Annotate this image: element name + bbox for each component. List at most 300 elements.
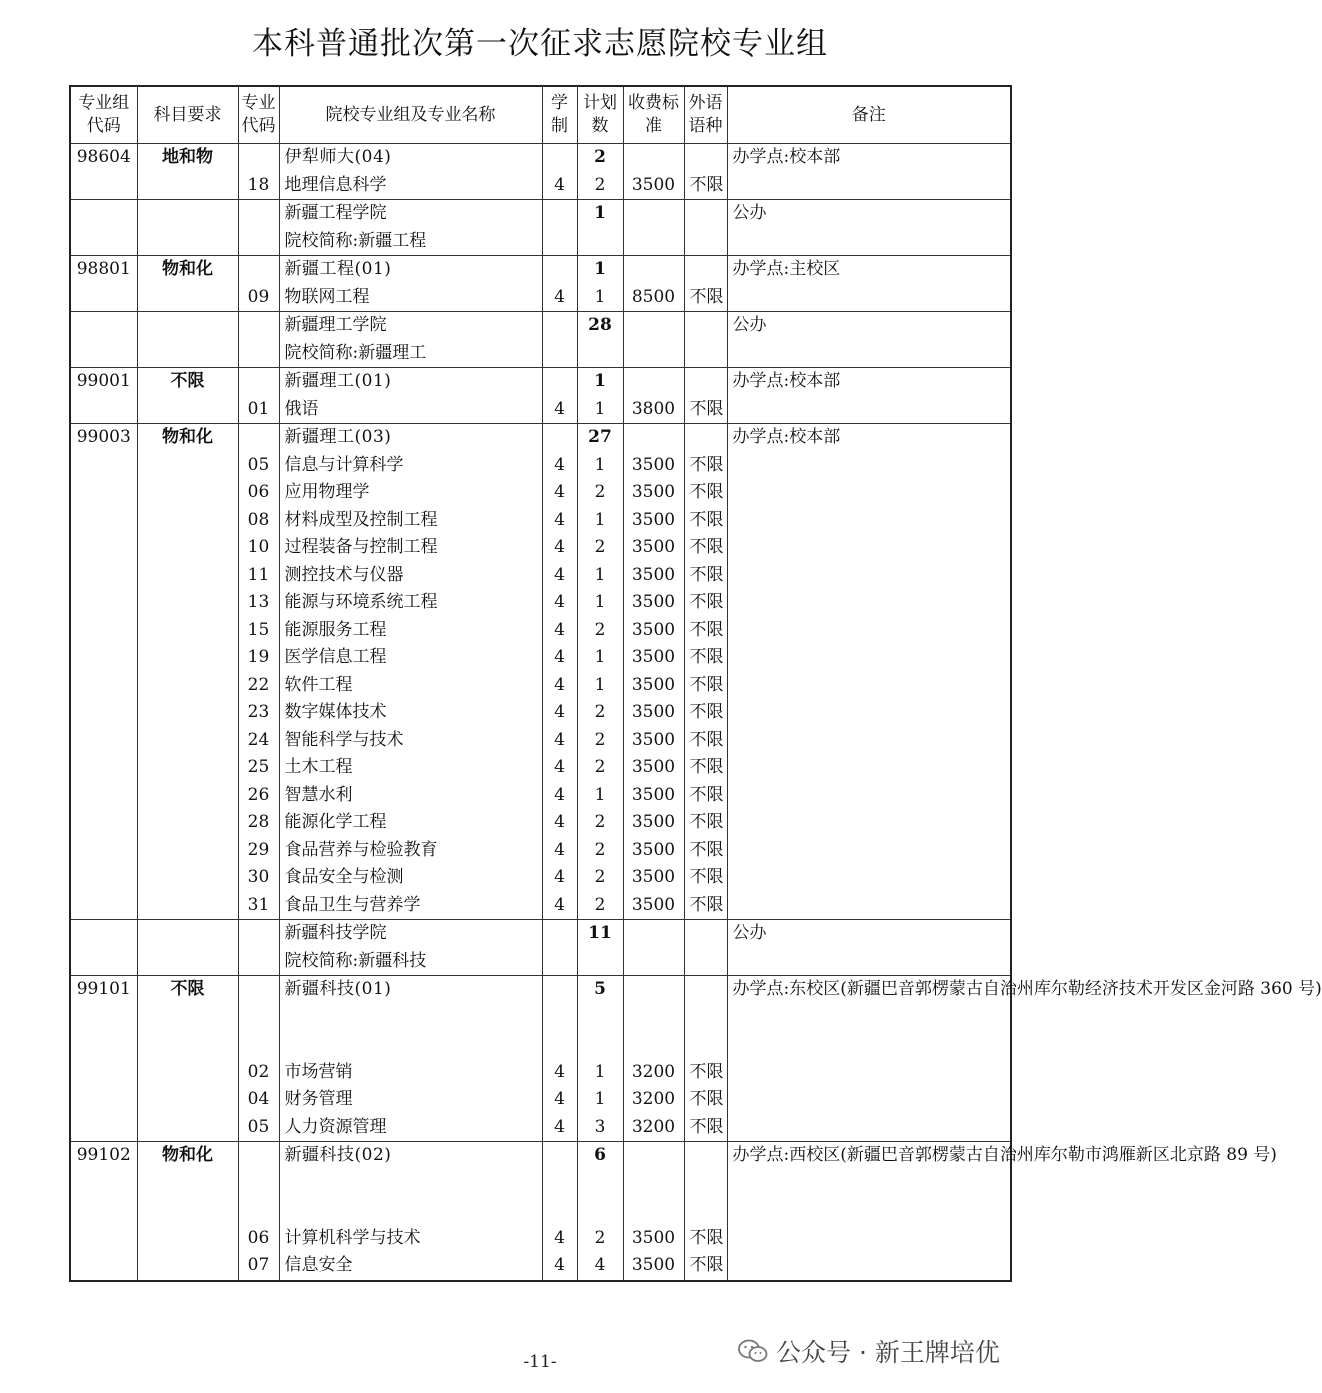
cell-empty [623, 1197, 684, 1225]
cell-plan: 3 [577, 1114, 623, 1142]
cell-length: 4 [542, 782, 577, 810]
group-row [70, 256, 1011, 284]
cell-subject [137, 479, 238, 507]
cell-length: 4 [542, 644, 577, 672]
cell-major-code: 24 [238, 727, 279, 755]
cell-language [684, 976, 727, 1004]
cell-subject [137, 892, 238, 920]
cell-length: 4 [542, 809, 577, 837]
major-row [70, 837, 1011, 865]
cell-group-code [70, 452, 137, 480]
cell-fee: 3500 [623, 699, 684, 727]
cell-note [727, 892, 1011, 920]
cell-empty [279, 1031, 542, 1059]
cell-name: 新疆科技学院 [279, 920, 542, 948]
cell-subject: 不限 [137, 976, 238, 1004]
cell-name: 过程装备与控制工程 [279, 534, 542, 562]
cell-language: 不限 [684, 1059, 727, 1087]
cell-language: 不限 [684, 507, 727, 535]
cell-note [727, 589, 1011, 617]
school-row [70, 340, 1011, 368]
cell-group-code [70, 892, 137, 920]
cell-plan: 2 [577, 172, 623, 200]
cell-empty [623, 1170, 684, 1198]
cell-empty [279, 1197, 542, 1225]
cell-subject [137, 562, 238, 590]
cell-fee: 3500 [623, 479, 684, 507]
cell-group-code [70, 699, 137, 727]
cell-group-code [70, 562, 137, 590]
cell-length [542, 920, 577, 948]
cell-subject [137, 672, 238, 700]
cell-major-code: 18 [238, 172, 279, 200]
cell-language: 不限 [684, 562, 727, 590]
cell-major-code: 05 [238, 452, 279, 480]
major-row [70, 864, 1011, 892]
cell-empty [137, 1004, 238, 1032]
major-row [70, 754, 1011, 782]
cell-empty [542, 1004, 577, 1032]
cell-length [542, 200, 577, 228]
cell-note [727, 782, 1011, 810]
cell-plan [577, 340, 623, 368]
cell-subject [137, 340, 238, 368]
cell-plan: 27 [577, 424, 623, 452]
cell-length [542, 1142, 577, 1170]
major-row [70, 589, 1011, 617]
cell-name: 计算机科学与技术 [279, 1225, 542, 1253]
cell-note [727, 727, 1011, 755]
cell-plan: 2 [577, 727, 623, 755]
cell-subject [137, 507, 238, 535]
cell-length: 4 [542, 892, 577, 920]
cell-language: 不限 [684, 284, 727, 312]
cell-plan: 28 [577, 312, 623, 340]
cell-language: 不限 [684, 699, 727, 727]
cell-length: 4 [542, 754, 577, 782]
cell-name: 信息安全 [279, 1252, 542, 1281]
cell-group-code [70, 837, 137, 865]
cell-name: 人力资源管理 [279, 1114, 542, 1142]
cell-plan: 11 [577, 920, 623, 948]
cell-language: 不限 [684, 809, 727, 837]
cell-language [684, 144, 727, 172]
cell-fee: 3500 [623, 562, 684, 590]
cell-fee: 3500 [623, 782, 684, 810]
cell-note [727, 172, 1011, 200]
cell-major-code: 29 [238, 837, 279, 865]
cell-subject [137, 809, 238, 837]
cell-major-code [238, 340, 279, 368]
cell-subject [137, 228, 238, 256]
cell-group-code [70, 672, 137, 700]
school-row [70, 920, 1011, 948]
cell-plan: 2 [577, 864, 623, 892]
cell-empty [577, 1170, 623, 1198]
cell-name: 能源化学工程 [279, 809, 542, 837]
admission-table [69, 85, 1322, 1282]
cell-name: 材料成型及控制工程 [279, 507, 542, 535]
cell-name: 新疆科技(02) [279, 1142, 542, 1170]
cell-name: 俄语 [279, 396, 542, 424]
cell-note [727, 672, 1011, 700]
cell-major-code: 11 [238, 562, 279, 590]
cell-subject [137, 534, 238, 562]
cell-major-code [238, 948, 279, 976]
major-row [70, 809, 1011, 837]
cell-major-code: 01 [238, 396, 279, 424]
cell-major-code [238, 256, 279, 284]
major-row [70, 534, 1011, 562]
cell-empty [577, 1197, 623, 1225]
cell-name: 食品安全与检测 [279, 864, 542, 892]
cell-subject [137, 948, 238, 976]
cell-major-code: 22 [238, 672, 279, 700]
major-row [70, 562, 1011, 590]
cell-plan: 1 [577, 644, 623, 672]
cell-language: 不限 [684, 837, 727, 865]
cell-empty [238, 1197, 279, 1225]
cell-fee: 8500 [623, 284, 684, 312]
cell-note [727, 562, 1011, 590]
cell-subject [137, 1114, 238, 1142]
cell-length: 4 [542, 479, 577, 507]
cell-fee: 3500 [623, 172, 684, 200]
cell-subject [137, 452, 238, 480]
cell-length [542, 948, 577, 976]
cell-name: 新疆科技(01) [279, 976, 542, 1004]
cell-subject [137, 172, 238, 200]
cell-length: 4 [542, 284, 577, 312]
cell-length: 4 [542, 562, 577, 590]
cell-length: 4 [542, 1225, 577, 1253]
cell-fee [623, 920, 684, 948]
cell-name: 新疆工程学院 [279, 200, 542, 228]
cell-major-code [238, 228, 279, 256]
cell-plan [577, 228, 623, 256]
major-row [70, 892, 1011, 920]
cell-name: 伊犁师大(04) [279, 144, 542, 172]
page-title: 本科普通批次第一次征求志愿院校专业组 [252, 26, 828, 62]
cell-fee: 3200 [623, 1086, 684, 1114]
cell-major-code: 26 [238, 782, 279, 810]
cell-note [727, 534, 1011, 562]
cell-fee [623, 340, 684, 368]
cell-note [727, 809, 1011, 837]
cell-fee: 3500 [623, 589, 684, 617]
major-row [70, 396, 1011, 424]
cell-plan: 5 [577, 976, 623, 1004]
cell-plan: 2 [577, 809, 623, 837]
cell-group-code: 99003 [70, 424, 137, 452]
brand-watermark [738, 1331, 1000, 1371]
cell-fee [623, 228, 684, 256]
cell-group-code [70, 644, 137, 672]
cell-note [727, 284, 1011, 312]
cell-plan: 2 [577, 534, 623, 562]
cell-subject [137, 920, 238, 948]
major-row [70, 507, 1011, 535]
cell-empty [70, 1031, 137, 1059]
cell-language: 不限 [684, 396, 727, 424]
page-number: -11- [523, 1352, 557, 1372]
cell-subject [137, 1225, 238, 1253]
header-fee: 收费标准 [623, 86, 684, 144]
header-subject: 科目要求 [137, 86, 238, 144]
cell-name: 院校简称:新疆科技 [279, 948, 542, 976]
cell-major-code: 25 [238, 754, 279, 782]
cell-language [684, 228, 727, 256]
cell-note [727, 754, 1011, 782]
cell-language: 不限 [684, 1114, 727, 1142]
cell-language [684, 312, 727, 340]
cell-empty [238, 1004, 279, 1032]
cell-note [727, 864, 1011, 892]
cell-plan: 1 [577, 1086, 623, 1114]
cell-fee: 3500 [623, 727, 684, 755]
cell-plan: 1 [577, 782, 623, 810]
cell-plan: 2 [577, 699, 623, 727]
cell-subject [137, 284, 238, 312]
cell-group-code [70, 1252, 137, 1281]
cell-group-code [70, 948, 137, 976]
cell-major-code [238, 368, 279, 396]
cell-major-code: 08 [238, 507, 279, 535]
cell-plan: 4 [577, 1252, 623, 1281]
cell-empty [542, 1170, 577, 1198]
cell-subject [137, 1252, 238, 1281]
cell-length [542, 312, 577, 340]
cell-subject [137, 644, 238, 672]
cell-plan: 1 [577, 589, 623, 617]
cell-fee: 3500 [623, 507, 684, 535]
cell-subject [137, 617, 238, 645]
cell-length: 4 [542, 672, 577, 700]
cell-group-code [70, 172, 137, 200]
cell-name: 新疆理工学院 [279, 312, 542, 340]
cell-subject [137, 396, 238, 424]
cell-plan: 1 [577, 256, 623, 284]
cell-fee: 3500 [623, 672, 684, 700]
group-row [70, 1142, 1011, 1170]
cell-language: 不限 [684, 864, 727, 892]
cell-name: 数字媒体技术 [279, 699, 542, 727]
cell-major-code: 04 [238, 1086, 279, 1114]
cell-major-code: 05 [238, 1114, 279, 1142]
cell-major-code [238, 920, 279, 948]
cell-empty [70, 1170, 137, 1198]
cell-name: 医学信息工程 [279, 644, 542, 672]
cell-empty [684, 1004, 727, 1032]
cell-major-code: 23 [238, 699, 279, 727]
table-header-row [70, 86, 1011, 144]
cell-plan: 1 [577, 452, 623, 480]
cell-plan: 1 [577, 1059, 623, 1087]
cell-group-code [70, 864, 137, 892]
cell-length: 4 [542, 172, 577, 200]
cell-name: 软件工程 [279, 672, 542, 700]
cell-language: 不限 [684, 452, 727, 480]
cell-length: 4 [542, 699, 577, 727]
cell-name: 新疆理工(01) [279, 368, 542, 396]
cell-length [542, 976, 577, 1004]
major-row [70, 284, 1011, 312]
cell-group-code: 99102 [70, 1142, 137, 1170]
cell-name: 院校简称:新疆理工 [279, 340, 542, 368]
cell-language [684, 948, 727, 976]
cell-language: 不限 [684, 1225, 727, 1253]
cell-plan: 1 [577, 396, 623, 424]
cell-name: 新疆工程(01) [279, 256, 542, 284]
cell-language [684, 200, 727, 228]
major-row [70, 699, 1011, 727]
group-row [70, 144, 1011, 172]
cell-subject: 物和化 [137, 424, 238, 452]
cell-plan: 2 [577, 1225, 623, 1253]
cell-subject [137, 699, 238, 727]
cell-fee: 3500 [623, 1225, 684, 1253]
cell-length: 4 [542, 534, 577, 562]
major-row [70, 782, 1011, 810]
cell-note: 办学点:校本部 [727, 144, 1011, 172]
cell-note: 公办 [727, 920, 1011, 948]
cell-empty [684, 1170, 727, 1198]
cell-note [727, 617, 1011, 645]
header-name: 院校专业组及专业名称 [279, 86, 542, 144]
cell-empty [137, 1170, 238, 1198]
cell-plan [577, 948, 623, 976]
cell-major-code: 31 [238, 892, 279, 920]
cell-length: 4 [542, 507, 577, 535]
cell-plan: 2 [577, 144, 623, 172]
cell-subject [137, 782, 238, 810]
cell-name: 物联网工程 [279, 284, 542, 312]
cell-language: 不限 [684, 589, 727, 617]
header-language: 外语语种 [684, 86, 727, 144]
cell-subject [137, 1086, 238, 1114]
cell-group-code [70, 479, 137, 507]
cell-language: 不限 [684, 727, 727, 755]
cell-language: 不限 [684, 534, 727, 562]
cell-subject: 物和化 [137, 1142, 238, 1170]
school-row [70, 228, 1011, 256]
cell-empty [279, 1170, 542, 1198]
cell-plan: 2 [577, 837, 623, 865]
cell-group-code [70, 200, 137, 228]
cell-fee [623, 368, 684, 396]
cell-empty [684, 1197, 727, 1225]
cell-name: 食品卫生与营养学 [279, 892, 542, 920]
cell-major-code: 02 [238, 1059, 279, 1087]
cell-subject [137, 837, 238, 865]
cell-fee [623, 144, 684, 172]
school-row [70, 312, 1011, 340]
cell-name: 食品营养与检验教育 [279, 837, 542, 865]
cell-length: 4 [542, 1114, 577, 1142]
cell-length [542, 256, 577, 284]
cell-plan: 1 [577, 672, 623, 700]
cell-plan: 2 [577, 479, 623, 507]
cell-group-code [70, 920, 137, 948]
cell-length: 4 [542, 589, 577, 617]
cell-fee: 3200 [623, 1059, 684, 1087]
cell-major-code: 09 [238, 284, 279, 312]
cell-name: 能源服务工程 [279, 617, 542, 645]
cell-empty [623, 1004, 684, 1032]
cell-length [542, 340, 577, 368]
cell-name: 院校简称:新疆工程 [279, 228, 542, 256]
cell-name: 新疆理工(03) [279, 424, 542, 452]
cell-group-code [70, 754, 137, 782]
cell-name: 信息与计算科学 [279, 452, 542, 480]
cell-empty [70, 1004, 137, 1032]
cell-empty [577, 1004, 623, 1032]
cell-major-code: 10 [238, 534, 279, 562]
cell-length: 4 [542, 837, 577, 865]
header-group-code: 专业组代码 [70, 86, 137, 144]
cell-subject [137, 754, 238, 782]
cell-fee: 3500 [623, 864, 684, 892]
cell-note [727, 507, 1011, 535]
cell-plan: 2 [577, 754, 623, 782]
cell-length: 4 [542, 1252, 577, 1281]
cell-length: 4 [542, 617, 577, 645]
table-body [70, 144, 1322, 1281]
cell-fee: 3500 [623, 534, 684, 562]
cell-group-code [70, 1086, 137, 1114]
cell-note [727, 644, 1011, 672]
cell-note: 办学点:主校区 [727, 256, 1011, 284]
cell-language: 不限 [684, 172, 727, 200]
cell-major-code: 28 [238, 809, 279, 837]
cell-group-code [70, 589, 137, 617]
cell-major-code: 30 [238, 864, 279, 892]
cell-major-code: 06 [238, 479, 279, 507]
cell-plan: 1 [577, 200, 623, 228]
cell-empty [684, 1031, 727, 1059]
cell-major-code [238, 200, 279, 228]
cell-group-code [70, 507, 137, 535]
header-note: 备注 [727, 86, 1011, 144]
cell-plan: 1 [577, 284, 623, 312]
major-row [70, 644, 1011, 672]
cell-empty [279, 1004, 542, 1032]
cell-subject [137, 727, 238, 755]
cell-fee [623, 256, 684, 284]
cell-name: 智能科学与技术 [279, 727, 542, 755]
cell-fee [623, 976, 684, 1004]
cell-note: 办学点:校本部 [727, 424, 1011, 452]
major-row [70, 617, 1011, 645]
cell-language [684, 340, 727, 368]
cell-fee: 3500 [623, 837, 684, 865]
cell-subject [137, 200, 238, 228]
cell-major-code [238, 144, 279, 172]
cell-fee: 3200 [623, 1114, 684, 1142]
cell-group-code [70, 727, 137, 755]
wechat-icon [738, 1338, 768, 1364]
cell-language: 不限 [684, 644, 727, 672]
cell-name: 测控技术与仪器 [279, 562, 542, 590]
cell-note [727, 837, 1011, 865]
cell-plan: 1 [577, 368, 623, 396]
cell-group-code: 98801 [70, 256, 137, 284]
major-row [70, 479, 1011, 507]
cell-language [684, 1142, 727, 1170]
cell-subject: 不限 [137, 368, 238, 396]
header-plan: 计划数 [577, 86, 623, 144]
cell-group-code [70, 340, 137, 368]
